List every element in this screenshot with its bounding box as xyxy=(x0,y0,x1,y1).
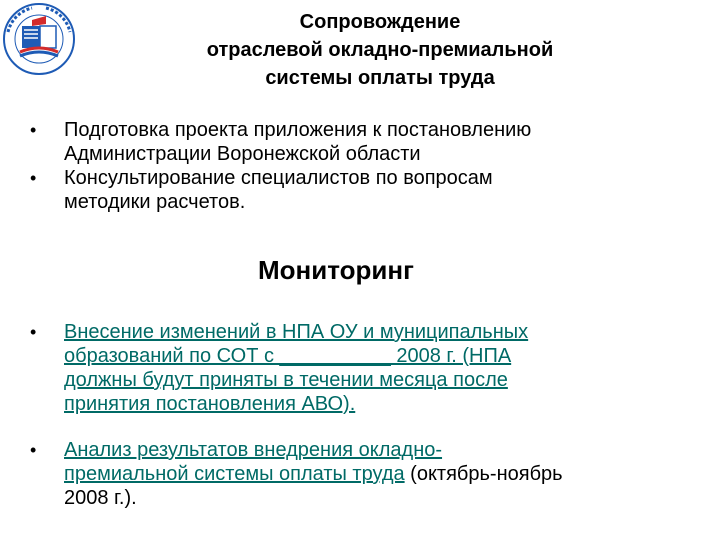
support-bullet-list xyxy=(28,118,678,214)
hyperlink[interactable]: премиальной системы оплаты труда xyxy=(64,463,405,485)
bullet-icon: • xyxy=(30,440,37,460)
title-line: системы оплаты труда xyxy=(265,67,495,89)
page-title xyxy=(150,8,610,92)
hyperlink[interactable]: образований по СОТ с __________ 2008 г. (НПА xyxy=(64,345,512,367)
bullet-icon: • xyxy=(30,120,37,140)
bullet-icon: • xyxy=(30,322,37,342)
hyperlink[interactable]: Анализ результатов внедрения окладно- xyxy=(64,439,443,461)
list-item xyxy=(28,438,678,510)
title-line: отраслевой окладно-премиальной xyxy=(206,39,554,61)
section-title: Мониторинг xyxy=(258,255,414,285)
list-item: • Подготовка проекта приложения к постановлению Администрации Воронежской области xyxy=(30,119,532,165)
logo-emblem-icon xyxy=(2,2,76,76)
hyperlink[interactable]: должны будут приняты в течении месяца после xyxy=(64,369,508,391)
list-item: • Консультирование специалистов по вопросам методики расчетов. xyxy=(30,167,493,213)
monitoring-bullet-list xyxy=(28,320,678,510)
list-item xyxy=(28,320,678,416)
period-text: 2008 г.). xyxy=(64,487,137,509)
period-text: (октябрь-ноябрь xyxy=(404,463,563,485)
title-line: Сопровождение xyxy=(299,11,461,33)
bullet-icon: • xyxy=(30,168,37,188)
hyperlink[interactable]: принятия постановления АВО). xyxy=(64,393,356,415)
hyperlink[interactable]: Внесение изменений в НПА ОУ и муниципальных xyxy=(64,321,529,343)
